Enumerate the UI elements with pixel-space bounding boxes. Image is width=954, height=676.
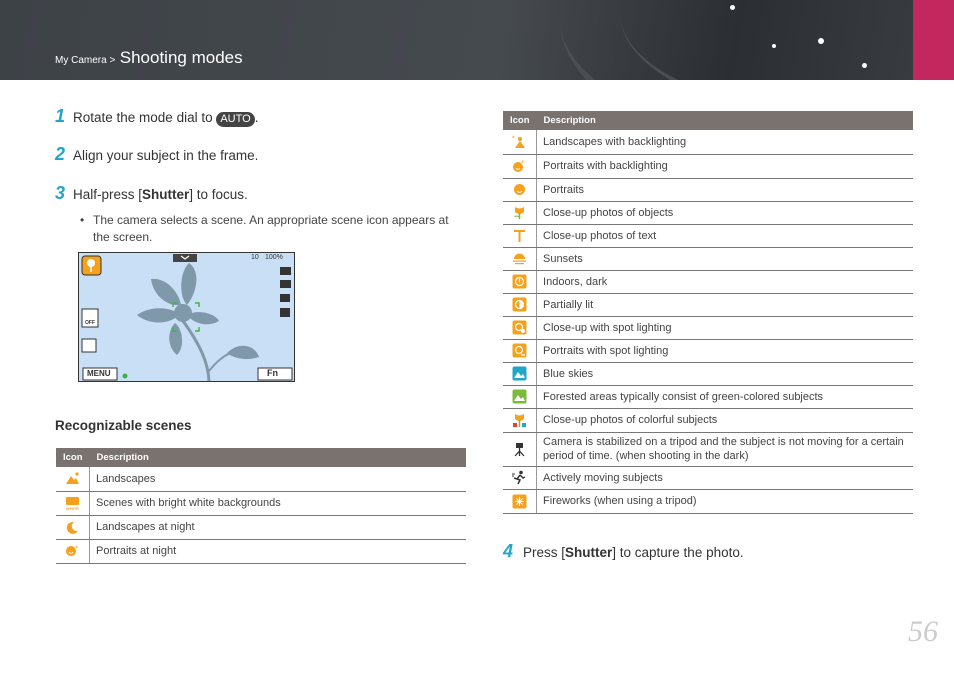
- backlit-portrait-icon: [512, 159, 527, 174]
- row-description: Portraits with spot lighting: [537, 339, 913, 362]
- scenes-table-left: [56, 448, 466, 564]
- menu-button[interactable]: MENU: [87, 369, 111, 378]
- page-number: 56: [908, 615, 938, 648]
- table-row: [503, 130, 913, 154]
- table-row: [503, 224, 913, 247]
- white-background-icon: [65, 496, 80, 511]
- table-row: [503, 201, 913, 224]
- step-4: [503, 541, 744, 562]
- bullet-dot: •: [80, 213, 85, 227]
- table-row: [56, 491, 466, 515]
- svg-text:*: *: [67, 522, 71, 530]
- page-title: Shooting modes: [119, 48, 243, 67]
- table-row: [56, 515, 466, 539]
- header-swoosh-2: [620, 0, 913, 80]
- auto-mode-badge: AUTO: [216, 112, 254, 127]
- step-3: [55, 183, 248, 204]
- table-row: [503, 339, 913, 362]
- step-text-end: ] to capture the photo.: [612, 545, 744, 560]
- table-row: [503, 489, 913, 513]
- flash-off-label: OFF: [85, 320, 95, 326]
- battery-level: 100%: [265, 254, 283, 261]
- macro-color-icon: [512, 413, 527, 428]
- row-description: Close-up photos of objects: [537, 201, 913, 224]
- row-description: Portraits: [537, 178, 913, 201]
- row-description: Forested areas typically consist of green-colored subjects: [537, 385, 913, 408]
- spot-macro-icon: [512, 320, 527, 335]
- white-icon-text: WHITE: [66, 505, 79, 511]
- row-description: Actively moving subjects: [537, 466, 913, 489]
- sparkle: [730, 5, 735, 10]
- step-text-end: ] to focus.: [189, 187, 248, 202]
- row-description: Camera is stabilized on a tripod and the subject is not moving for a certain period of time. (when shooting in the dark): [537, 432, 913, 466]
- page-header: [0, 0, 913, 80]
- table-row: [503, 432, 913, 466]
- table-row: [503, 178, 913, 201]
- step-text: Press [: [523, 545, 566, 560]
- row-description: Landscapes: [90, 467, 466, 491]
- table-row: [56, 467, 466, 491]
- svg-text:*: *: [521, 158, 525, 167]
- night-landscape-icon: [65, 520, 80, 535]
- macro-icon: [512, 205, 527, 220]
- camera-lcd-preview: [78, 252, 295, 382]
- partially-lit-icon: [512, 297, 527, 312]
- landscape-icon: [65, 471, 80, 486]
- step-number: 3: [55, 183, 66, 203]
- table-row: [503, 408, 913, 432]
- step-number: 4: [503, 541, 514, 561]
- column-icon-header: Icon: [503, 111, 537, 130]
- fireworks-icon: [512, 494, 527, 509]
- svg-text:*: *: [75, 544, 79, 552]
- table-row: [503, 154, 913, 178]
- sparkle: [818, 38, 824, 44]
- backlit-landscape-icon: [512, 134, 527, 149]
- sunset-icon: [512, 251, 527, 266]
- row-description: Partially lit: [537, 293, 913, 316]
- bullet-note: [80, 212, 460, 246]
- step-text: Half-press [: [73, 187, 143, 202]
- table-row: [503, 466, 913, 489]
- portrait-icon: [512, 182, 527, 197]
- sparkle: [862, 63, 867, 68]
- step-2: [55, 144, 258, 165]
- sparkle: [772, 44, 776, 48]
- column-description-header: Description: [537, 111, 913, 130]
- lcd-scene: [79, 253, 295, 382]
- fn-button[interactable]: Fn: [267, 368, 278, 378]
- tripod-icon: [512, 442, 527, 457]
- action-icon: [512, 470, 527, 485]
- row-description: Portraits with backlighting: [537, 154, 913, 178]
- step-text-end: .: [254, 110, 259, 125]
- row-description: Close-up with spot lighting: [537, 316, 913, 339]
- row-description: Close-up photos of text: [537, 224, 913, 247]
- scenes-table-right: [503, 111, 913, 514]
- table-row: [56, 539, 466, 563]
- night-portrait-icon: [65, 544, 80, 559]
- shot-count: 10: [251, 254, 259, 261]
- text-icon: [512, 228, 527, 243]
- row-description: Portraits at night: [90, 539, 466, 563]
- header-accent-bar: [913, 0, 954, 80]
- table-row: [503, 293, 913, 316]
- step-1: [55, 106, 258, 127]
- column-icon-header: Icon: [56, 448, 90, 467]
- row-description: Scenes with bright white backgrounds: [90, 491, 466, 515]
- row-description: Landscapes with backlighting: [537, 130, 913, 154]
- bullet-text: The camera selects a scene. An appropriate scene icon appears at the screen.: [93, 213, 449, 244]
- table-row: [503, 316, 913, 339]
- forest-icon: [512, 389, 527, 404]
- row-description: Close-up photos of colorful subjects: [537, 408, 913, 432]
- table-row: [503, 385, 913, 408]
- table-row: [503, 247, 913, 270]
- blue-sky-icon: [512, 366, 527, 381]
- table-row: [503, 270, 913, 293]
- table-header-row: [56, 448, 466, 467]
- row-description: Landscapes at night: [90, 515, 466, 539]
- row-description: Blue skies: [537, 362, 913, 385]
- indoor-dark-icon: [512, 274, 527, 289]
- breadcrumb: [55, 48, 243, 68]
- shutter-keyword: Shutter: [565, 545, 613, 560]
- row-description: Sunsets: [537, 247, 913, 270]
- step-number: 1: [55, 106, 66, 126]
- column-description-header: Description: [90, 448, 466, 467]
- svg-text:*: *: [512, 135, 516, 143]
- row-description: Indoors, dark: [537, 270, 913, 293]
- spot-portrait-icon: [512, 343, 527, 358]
- shutter-keyword: Shutter: [142, 187, 190, 202]
- row-description: Fireworks (when using a tripod): [537, 489, 913, 513]
- step-text: Align your subject in the frame.: [73, 148, 259, 163]
- breadcrumb-parent[interactable]: My Camera >: [55, 55, 116, 66]
- table-row: [503, 362, 913, 385]
- step-number: 2: [55, 144, 66, 164]
- section-title: Recognizable scenes: [55, 418, 192, 433]
- step-text: Rotate the mode dial to: [73, 110, 217, 125]
- table-header-row: [503, 111, 913, 130]
